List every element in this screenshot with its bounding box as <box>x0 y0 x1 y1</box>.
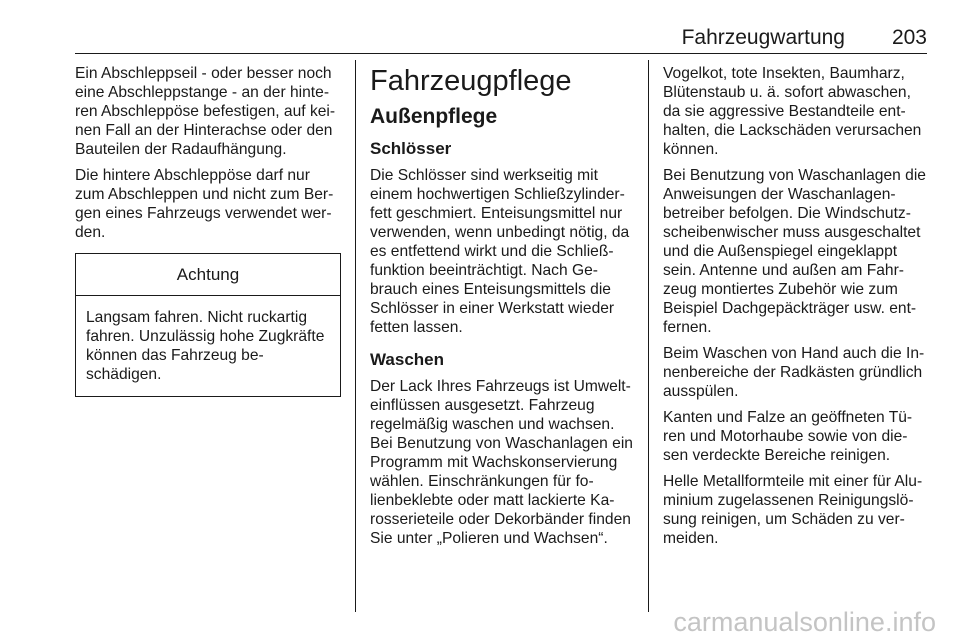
towing-rope-paragraph: Ein Abschleppseil - oder besser noch eine Abschleppstange - an der hinteren Abschleppöse befestigen, auf keinen Fall an der Hinterachse oder den Bauteilen der Radaufhängung. <box>75 65 336 158</box>
subsection-heading-washing: Waschen <box>370 350 445 369</box>
warning-title: Achtung <box>76 254 340 296</box>
column-2 <box>370 64 634 555</box>
warning-text: Langsam fahren. Nicht ruckartig fahren. Unzulässig hohe Zugkräfte können das Fahrzeug beschädigen. <box>86 309 325 383</box>
watermark: carmanualsonline.info <box>673 607 936 637</box>
rear-towing-eye-paragraph: Die hintere Abschleppöse darf nur zum Abschleppen und nicht zum Bergen eines Fahrzeugs verwendet werden. <box>75 167 334 241</box>
warning-box <box>75 253 341 397</box>
chapter-heading: Fahrzeugpflege <box>370 65 572 97</box>
metal-parts-paragraph: Helle Metallformteile mit einer für Aluminium zugelassenen Reinigungslösung reinigen, um Schäden zu vermeiden. <box>663 473 923 547</box>
bird-droppings-paragraph: Vogelkot, tote Insekten, Baumharz, Blütenstaub u. ä. sofort abwaschen, da sie aggressive Bestandteile enthalten, die Lackschäden verursachen können. <box>663 65 922 158</box>
washing-paragraph: Der Lack Ihres Fahrzeugs ist Umwelteinflüssen ausgesetzt. Fahrzeug regelmäßig waschen und wachsen. Bei Benutzung von Waschanlagen ein Programm mit Wachskonservierung wählen. Einschränkungen für folienbeklebte oder matt lackierte Karosserieteile oder Dekorbänder finden Sie unter „Polieren und Wachsen“. <box>370 378 633 547</box>
edges-folds-paragraph: Kanten und Falze an geöffneten Türen und Motorhaube sowie von diesen verdeckte Bereiche reinigen. <box>663 409 913 464</box>
section-title: Fahrzeugwartung <box>681 26 845 49</box>
page-header <box>75 26 927 50</box>
header-rule <box>75 53 927 54</box>
column-divider-2 <box>648 60 649 612</box>
subsection-heading-locks: Schlösser <box>370 139 452 158</box>
page-number: 203 <box>891 26 927 49</box>
column-3 <box>663 64 927 555</box>
column-1 <box>75 64 341 397</box>
locks-paragraph: Die Schlösser sind werkseitig mit einem hochwertigen Schließzylinderfett geschmiert. Enteisungsmittel nur verwenden, wenn unbedingt nötig, da es entfettend wirkt und die Schließfunktion beeinträchtigt. Nach Gebrauch eines Enteisungsmittels die Schlösser in einer Werkstatt wieder fetten lassen. <box>370 167 630 336</box>
hand-wash-paragraph: Beim Waschen von Hand auch die Innenbereiche der Radkästen gründlich ausspülen. <box>663 345 925 400</box>
section-heading: Außenpflege <box>370 105 498 128</box>
car-wash-paragraph: Bei Benutzung von Waschanlagen die Anweisungen der Waschanlagenbetreiber befolgen. Die Windschutzscheibenwischer muss ausgeschaltet und die Außenspiegel eingeklappt sein. Antenne und außen am Fahrzeug montiertes Zubehör wie zum Beispiel Dachgepäckträger usw. entfernen. <box>663 167 926 336</box>
column-divider-1 <box>355 60 356 612</box>
